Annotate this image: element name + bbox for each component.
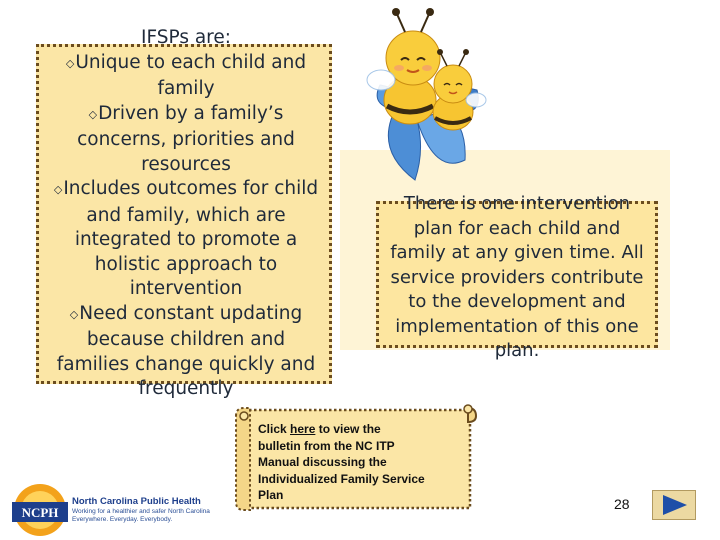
text-line: family at any given time. All (390, 242, 644, 263)
bullet-text-line: family (157, 78, 215, 99)
bulletin-note-line: Manual discussing the (258, 455, 387, 469)
tagline-line: Working for a healthier and safer North Carolina (72, 508, 210, 515)
logo-text: NCPH (21, 505, 59, 520)
text-line: plan for each child and (413, 217, 621, 239)
bullet-text-line: families change quickly and (56, 353, 316, 375)
bullet-text-line: integrated to promote a (74, 229, 298, 250)
text-line: service providers contribute (390, 266, 644, 288)
bulletin-note-line: Individualized Family Service (258, 471, 425, 486)
bullet-item: ◇Driven by a family’s (88, 102, 284, 124)
one-plan-text (370, 192, 664, 364)
diamond-bullet-icon: ◇ (88, 107, 98, 121)
bees-illustration-icon (355, 0, 495, 185)
bulletin-note-text (258, 421, 468, 504)
tagline-line: Everywhere. Everyday. Everybody. (72, 516, 173, 523)
ifsp-heading: IFSPs are: (140, 27, 232, 48)
ifsp-bullets-text (36, 26, 336, 402)
next-slide-button[interactable] (652, 490, 696, 520)
bullet-item: ◇Includes outcomes for child (53, 178, 319, 199)
diamond-bullet-icon: ◇ (65, 56, 75, 70)
bulletin-note-line: Plan (258, 488, 284, 502)
text-line: There is one intervention (403, 193, 631, 214)
bulletin-note-line: bulletin from the NC ITP (258, 438, 395, 453)
bulletin-note-line: Click here to view the (258, 422, 381, 436)
play-triangle-icon (653, 491, 695, 519)
bullet-text-line: frequently (138, 378, 234, 399)
text-line: implementation of this one (395, 315, 639, 337)
text-line: plan. (494, 340, 540, 361)
bullet-text-line: and family, which are (86, 204, 286, 226)
bullet-text-line: concerns, priorities and (77, 129, 295, 150)
org-name: North Carolina Public Health (72, 496, 201, 507)
bullet-item: ◇Unique to each child and (65, 51, 307, 73)
bullet-text-line: resources (141, 153, 231, 175)
diamond-bullet-icon: ◇ (69, 307, 79, 321)
bullet-text-line: holistic approach to (94, 253, 278, 275)
page-number: 28 (614, 496, 630, 512)
bulletin-link[interactable]: here (290, 422, 316, 436)
text-line: to the development and (408, 291, 626, 312)
bullet-item: ◇Need constant updating (69, 302, 303, 324)
org-tagline (72, 508, 242, 524)
diamond-bullet-icon: ◇ (53, 183, 63, 196)
ncph-logo-icon (6, 478, 70, 540)
bullet-text-line: because children and (86, 329, 286, 350)
bullet-text-line: intervention (129, 278, 243, 299)
